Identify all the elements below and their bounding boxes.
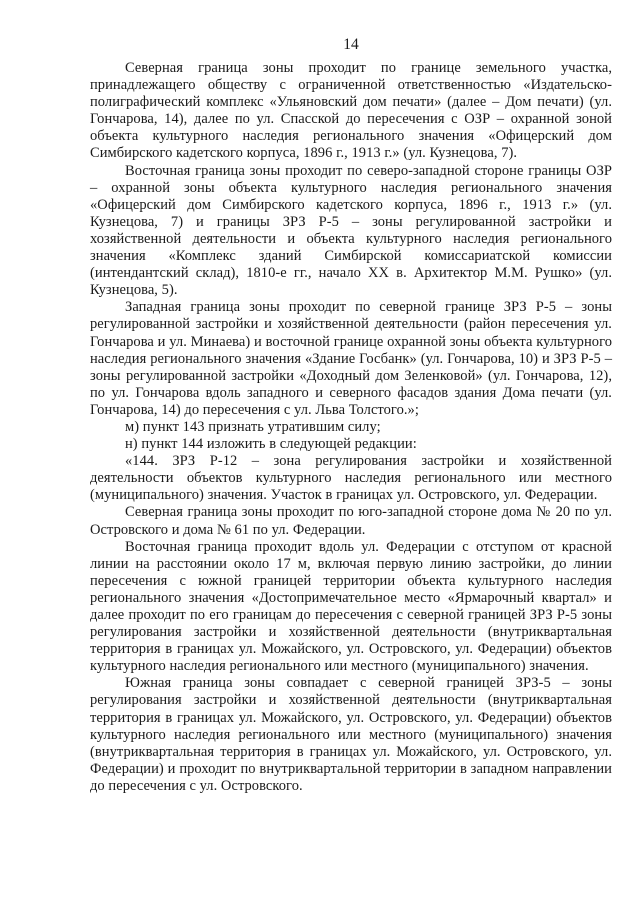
paragraph-item-n: н) пункт 144 изложить в следующей редакции: — [125, 436, 417, 453]
paragraph-north-boundary-zone: Северная граница зоны проходит по границе земельного участка, принадлежащего обществу с ограниченной ответственностью «Издательско-полиграфический комплекс «Ульяновский дом печати» (далее – Дом печати) (ул. Гончарова, 14), далее по ул. Спасской до пересечения с ОЗР – охранной зоной объекта культурного наследия регионального значения «Офицерский дом Симбирского кадетского корпуса, 1896 г., 1913 г.» (ул. Кузнецова, 7). — [90, 60, 612, 162]
paragraph-item-144: «144. ЗРЗ Р-12 – зона регулирования застройки и хозяйственной деятельности объектов культурного наследия регионального или местного (муниципального) значения. Участок в границах ул. Островского, ул. Федерации. — [90, 453, 612, 504]
paragraph-east-boundary-r12: Восточная граница проходит вдоль ул. Федерации с отступом от красной линии на расстоянии около 17 м, включая первую линию застройки, до линии пересечения с южной границей территории объекта культурного наследия регионального значения «Достопримечательное место «Ярмарочный квартал» и далее проходит по его границам до пересечения с северной границей ЗРЗ Р-5 зоны регулирования застройки и хозяйственной деятельности (внутриквартальная территория в границах ул. Можайского, ул. Островского, ул. Федерации) объектов культурного наследия регионального или местного (муниципального) значения. — [90, 538, 612, 675]
page-number: 14 — [343, 36, 359, 53]
paragraph-west-boundary-zone: Западная граница зоны проходит по северной границе ЗРЗ Р-5 – зоны регулированной застройки и хозяйственной деятельности (район пересечения ул. Гончарова и ул. Минаева) и восточной границе охранной зоны объекта культурного наследия регионального значения «Здание Госбанк» (ул. Гончарова, 10) и ЗРЗ Р-5 – зоны регулированной застройки «Доходный дом Зеленковой» (ул. Гончарова, 12), по ул. Гончарова вдоль западного и северного фасадов здания Дома печати (ул. Гончарова, 14) до пересечения с ул. Льва Толстого.»; — [90, 299, 612, 418]
document-page — [90, 36, 612, 795]
paragraph-north-boundary-r12: Северная граница зоны проходит по юго-западной стороне дома № 20 по ул. Островского и дома № 61 по ул. Федерации. — [90, 504, 612, 538]
paragraph-east-boundary-zone: Восточная граница зоны проходит по северо-западной стороне границы ОЗР – охранной зоны объекта культурного наследия регионального значения «Офицерский дом Симбирского кадетского корпуса, 1896 г., 1913 г.» (ул. Кузнецова, 7) и границы ЗРЗ Р-5 – зоны регулированной застройки и хозяйственной деятельности и объекта культурного наследия регионального значения «Комплекс зданий Симбирской комиссариатской комиссии (интендантский склад), 1810-е гг., начало XX в. Архитектор М.М. Рушко» (ул. Кузнецова, 5). — [90, 162, 612, 299]
paragraph-item-m: м) пункт 143 признать утратившим силу; — [125, 418, 381, 435]
paragraph-south-boundary-r12: Южная граница зоны совпадает с северной границей ЗРЗ-5 – зоны регулирования застройки и хозяйственной деятельности (внутриквартальная территория в границах ул. Можайского, ул. Островского, ул. Федерации) объектов культурного наследия регионального или местного (муниципального) значения (внутриквартальная территория в границах ул. Можайского, ул. Островского, ул. Федерации) и проходит по внутриквартальной территории в западном направлении до пересечения с ул. Островского. — [90, 675, 612, 794]
